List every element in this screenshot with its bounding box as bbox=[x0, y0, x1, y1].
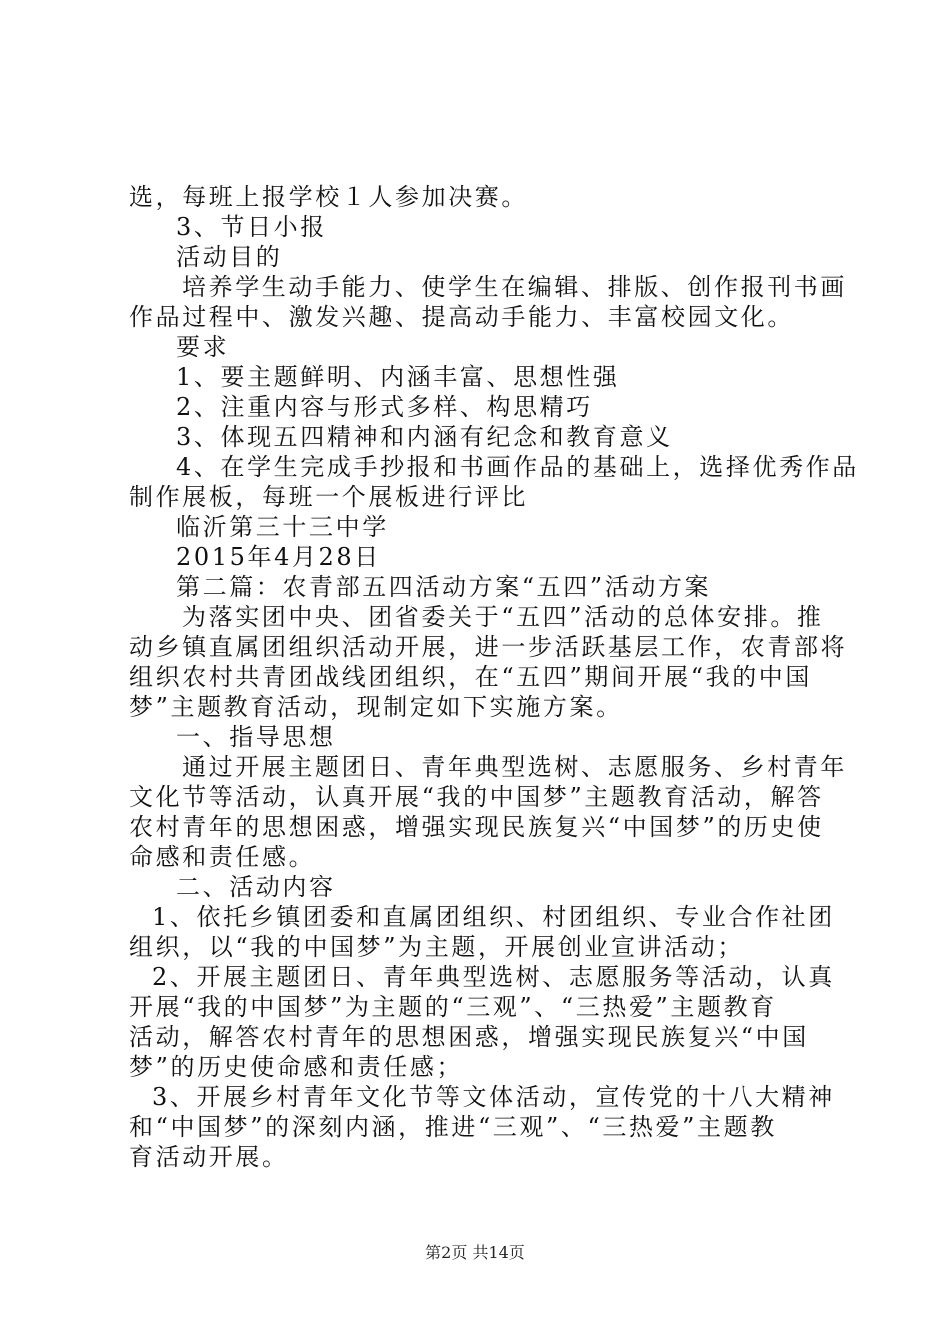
text-line: 梦”主题教育活动，现制定如下实施方案。 bbox=[129, 693, 623, 721]
text-line: 和“中国梦”的深刻内涵，推进“三观”、“三热爱”主题教 bbox=[129, 1113, 777, 1141]
text-line: 文化节等活动，认真开展“我的中国梦”主题教育活动，解答 bbox=[129, 783, 824, 811]
list-item: 3、体现五四精神和内涵有纪念和教育意义 bbox=[176, 423, 673, 451]
text-line: 选，每班上报学校１人参加决赛。 bbox=[129, 183, 528, 211]
signature-school: 临沂第三十三中学 bbox=[176, 513, 389, 541]
text-line: 动乡镇直属团组织活动开展，进一步活跃基层工作，农青部将 bbox=[129, 633, 848, 661]
text-line: 通过开展主题团日、青年典型选树、志愿服务、乡村青年 bbox=[182, 753, 847, 781]
section-heading: 一、指导思想 bbox=[176, 723, 336, 751]
list-item: 4、在学生完成手抄报和书画作品的基础上，选择优秀作品 bbox=[176, 453, 859, 481]
text-line: 命感和责任感。 bbox=[129, 843, 316, 871]
signature-date: 2015年4月28日 bbox=[176, 543, 381, 571]
text-line: 活动，解答农村青年的思想困惑，增强实现民族复兴“中国 bbox=[129, 1023, 809, 1051]
text-line: 作品过程中、激发兴趣、提高动手能力、丰富校园文化。 bbox=[129, 303, 794, 331]
text-line: 制作展板，每班一个展板进行评比 bbox=[129, 483, 528, 511]
chapter-title: 第二篇：农青部五四活动方案“五四”活动方案 bbox=[176, 573, 712, 601]
section-heading: 二、活动内容 bbox=[176, 873, 336, 901]
text-line: 开展“我的中国梦”为主题的“三观”、“三热爱”主题教育 bbox=[129, 993, 777, 1021]
list-item: 2、开展主题团日、青年典型选树、志愿服务等活动，认真 bbox=[152, 963, 835, 991]
subheading: 要求 bbox=[176, 333, 230, 361]
text-line: 育活动开展。 bbox=[129, 1143, 289, 1171]
text-line: 农村青年的思想困惑，增强实现民族复兴“中国梦”的历史使 bbox=[129, 813, 824, 841]
text-line: 梦”的历史使命感和责任感； bbox=[129, 1053, 464, 1081]
text-line: 为落实团中央、团省委关于“五四”活动的总体安排。推 bbox=[182, 603, 824, 631]
list-item: 1、要主题鲜明、内涵丰富、思想性强 bbox=[176, 363, 620, 391]
list-item: 3、开展乡村青年文化节等文体活动，宣传党的十八大精神 bbox=[152, 1083, 835, 1111]
text-line: 培养学生动手能力、使学生在编辑、排版、创作报刊书画 bbox=[182, 273, 847, 301]
page-number-footer: 第2页 共14页 bbox=[425, 1243, 525, 1262]
subheading: 活动目的 bbox=[176, 243, 283, 271]
list-item: 1、依托乡镇团委和直属团组织、村团组织、专业合作社团 bbox=[152, 903, 835, 931]
text-line: 组织，以“我的中国梦”为主题，开展创业宣讲活动； bbox=[129, 933, 744, 961]
section-heading: 3、节日小报 bbox=[176, 213, 327, 241]
list-item: 2、注重内容与形式多样、构思精巧 bbox=[176, 393, 593, 421]
text-line: 组织农村共青团战线团组织，在“五四”期间开展“我的中国 bbox=[129, 663, 813, 691]
